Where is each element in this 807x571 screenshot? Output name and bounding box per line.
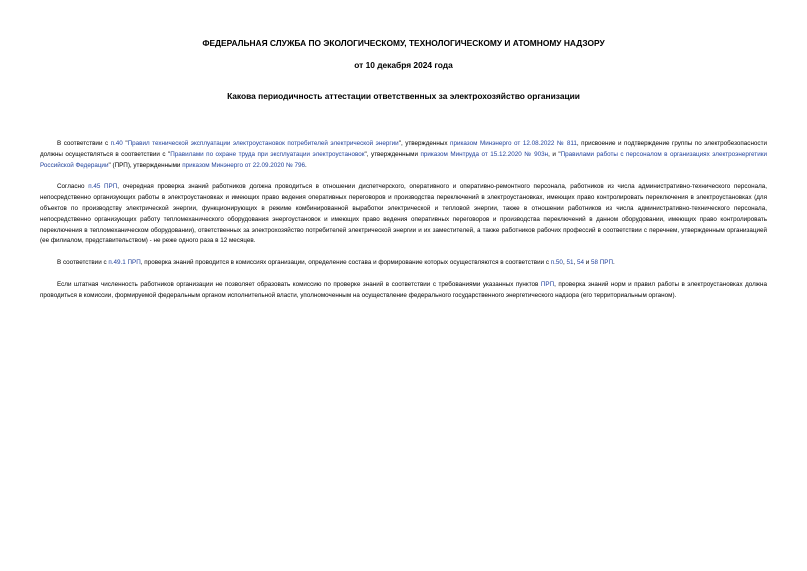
- paragraph-text: , проверка знаний проводится в комиссиях организации, определение состава и формирование которых осуществляются в соответствии с: [140, 259, 551, 267]
- document-date: от 10 декабря 2024 года: [354, 60, 453, 70]
- link-labor-safety-rules[interactable]: Правилами по охране труда при эксплуатации электроустановок: [170, 150, 365, 158]
- paragraph-text: Согласно: [57, 183, 89, 191]
- paragraph-text: , и ": [548, 150, 561, 158]
- paragraph-text: .: [613, 259, 615, 267]
- paragraph-text: ": [122, 140, 128, 147]
- link-personnel-rules[interactable]: Правилами работы с персоналом в организациях электроэнергетики Российской Федерации: [40, 150, 767, 169]
- link-p45-prp[interactable]: п.45 ПРП: [88, 183, 118, 191]
- organization-name: ФЕДЕРАЛЬНАЯ СЛУЖБА ПО ЭКОЛОГИЧЕСКОМУ, ТЕХНОЛОГИЧЕСКОМУ И АТОМНОМУ НАДЗОРУ: [202, 38, 605, 48]
- paragraph-text: " (ПРП), утвержденными: [108, 161, 183, 169]
- link-p49-1-prp[interactable]: п.49.1 ПРП: [108, 259, 141, 267]
- paragraph-text: ", утвержденных: [398, 140, 451, 147]
- paragraph-4: [40, 280, 767, 302]
- document-title: Какова периодичность аттестации ответственных за электрохозяйство организации: [227, 91, 580, 101]
- paragraph-text: , очередная проверка знаний работников должна проводиться в отношении диспетчерского, оперативного и оперативно-ремонтного персонала, работников из числа административно-технического персонала, непосредственно организующих работы в электроустановках и имеющих право ведения оперативных переговоров и производства переключений в электроустановках, имеющих право контролировать переключения в электроустановках (для объектов по производству электрической энергии, функционирующих в режиме комбинированной выработки электрической и тепловой энергии, также в отношении работников из числа административно-технического персонала, непосредственно организующих работу тепломеханического оборудования энергоустановок и имеющих право ведения оперативных переговоров и производства переключений в данном оборудовании, имеющих право контролировать переключения в тепломеханическом оборудовании), ответственных за электрохозяйство потребителей электрической энергии и их заместителей, а также работников рабочих профессий в соответствии с перечнем, утвержденным организацией (ее филиалом, представительством) - не реже одного раза в 12 месяцев.: [40, 183, 767, 245]
- link-order-mintrud-903n[interactable]: приказом Минтруда от 15.12.2020 № 903н: [420, 150, 549, 158]
- link-rules-tech-operation[interactable]: Правил технической эксплуатации электроустановок потребителей электрической энергии: [127, 140, 399, 147]
- paragraph-1: [40, 139, 767, 171]
- paragraph-text: , проверка знаний норм и правил работы в электроустановках должна проводиться в комиссии, формируемой федеральным органом исполнительной власти, уполномоченным на осуществление федерального государственного энергетического надзора (его территориальным органом).: [40, 280, 767, 299]
- paragraph-text: ,: [573, 259, 577, 267]
- link-order-minenergo-811[interactable]: приказом Минэнерго от 12.08.2022 № 811: [450, 140, 577, 147]
- link-p40[interactable]: п.40: [110, 140, 123, 147]
- link-order-minenergo-796[interactable]: приказом Минэнерго от 22.09.2020 № 796: [182, 161, 305, 169]
- paragraph-text: и: [583, 259, 591, 267]
- paragraph-text: ", утвержденными: [364, 150, 421, 158]
- link-p54[interactable]: 54: [576, 259, 584, 267]
- link-p51[interactable]: 51: [566, 259, 574, 267]
- paragraph-text: .: [304, 161, 307, 169]
- document-body: [40, 139, 767, 302]
- link-p50[interactable]: п.50: [550, 259, 563, 267]
- paragraph-text: В соответствии с: [57, 259, 109, 267]
- link-prp[interactable]: ПРП: [540, 280, 555, 288]
- paragraph-2: [40, 182, 767, 247]
- paragraph-3: [40, 258, 767, 269]
- paragraph-text: В соответствии с: [57, 140, 111, 147]
- paragraph-text: , присвоение и подтверждение группы по электробезопасности должны осуществляться в соответствии с ": [40, 140, 767, 158]
- link-p58-prp[interactable]: 58 ПРП: [591, 259, 614, 267]
- paragraph-text: ,: [562, 259, 567, 267]
- paragraph-text: Если штатная численность работников организации не позволяет образовать комиссию по проверке знаний в соответствии с требованиями указанных пунктов: [57, 280, 541, 288]
- document-header: [40, 38, 767, 102]
